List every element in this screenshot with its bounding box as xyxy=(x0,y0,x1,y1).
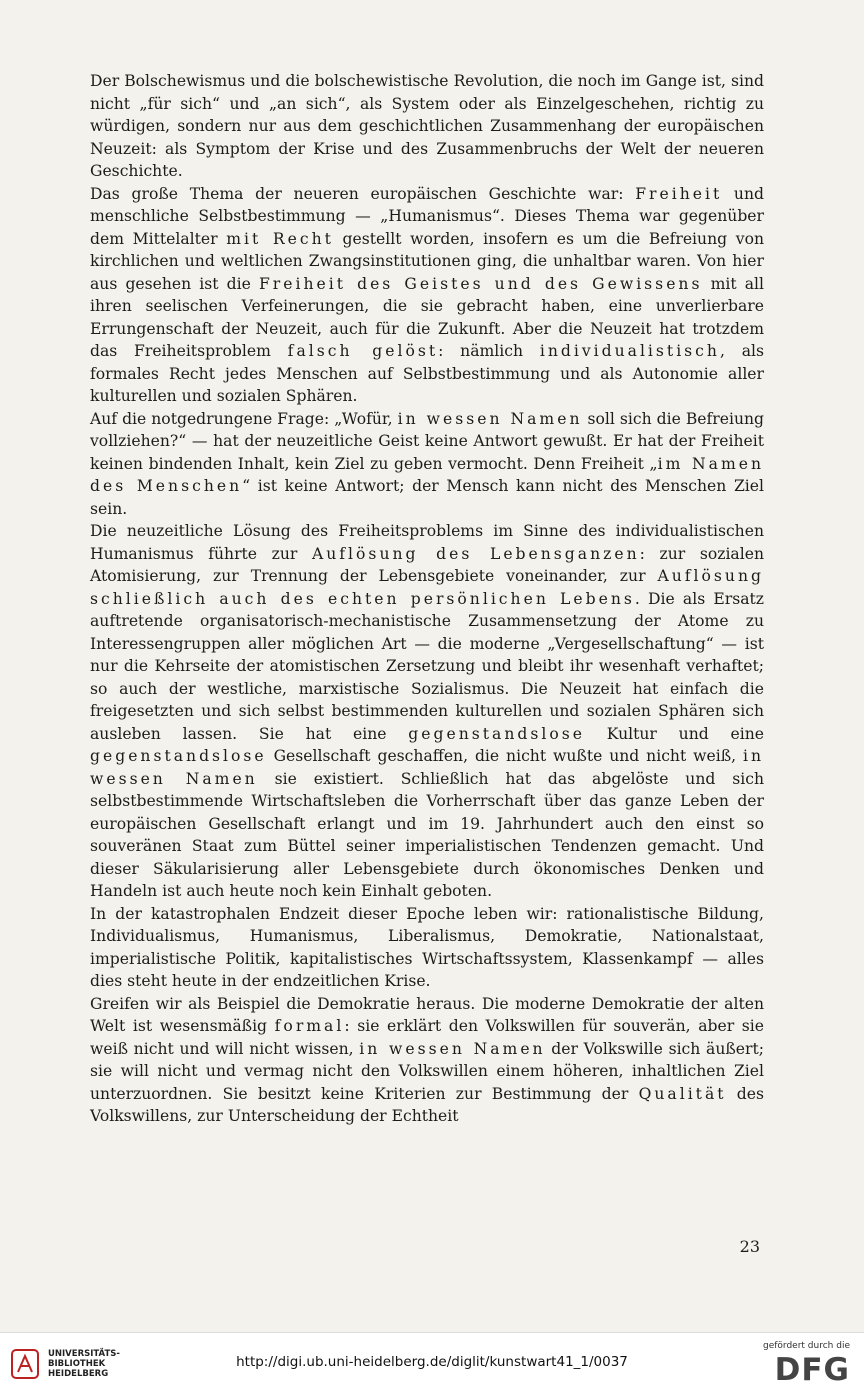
library-line-2: BIBLIOTHEK xyxy=(48,1359,106,1369)
paragraph: Die neuzeitliche Lösung des Freiheitsproblems im Sinne des individualistischen Humanismus führte zur Auflösung des Lebensganzen: zur sozialen Atomisierung, zur Trennung der Lebensgebiete voneinander, zur Auflösung schließlich auch des echten persönlichen Lebens. Die als Ersatz auftretende organisatorisch-mechanistische Zusammensetzung der Atome zu Interessengruppen aller möglichen Art — die moderne „Vergesellschaftung“ — ist nur die Kehrseite der atomistischen Zersetzung und bleibt ihr wesenhaft verhaftet; so auch der westliche, marxistische Sozialismus. Die Neuzeit hat einfach die freigesetzten und sich selbst bestimmenden kulturellen und sozialen Sphären sich ausleben lassen. Sie hat eine gegenstandslose Kultur und eine gegenstandslose Gesellschaft geschaffen, die nicht wußte und nicht weiß, in wessen Namen sie existiert. Schließlich hat das abgelöste und sich selbstbestimmende Wirtschaftsleben die Vorherrschaft über das ganze Leben der europäischen Gesellschaft erlangt und im 19. Jahrhundert auch den einst so souveränen Staat zum Büttel seiner imperialistischen Tendenzen gemacht. Und dieser Säkularisierung aller Lebensgebiete durch ökonomisches Denken und Handeln ist auch heute noch kein Einhalt geboten. xyxy=(90,522,765,900)
emphasized-text: in wessen Namen xyxy=(397,409,583,428)
emphasized-text: Freiheit xyxy=(635,184,723,203)
emphasized-text: formal xyxy=(274,1017,345,1035)
library-line-1: UNIVERSITÄTS- xyxy=(48,1349,120,1359)
paragraph: Das große Thema der neueren europäischen Geschichte war: Freiheit und menschliche Selbstbestimmung — „Humanismus“. Dieses Thema war gegenüber dem Mittelalter mit Recht gestellt worden, insofern es um die Befreiung von kirchlichen und weltlichen Zwangsinstitutionen ging, die unhaltbar waren. Von hier aus gesehen ist die Freiheit des Geistes und des Gewissens mit all ihren seelischen Verfeinerungen, die sie gebracht haben, eine unverlierbare Errungenschaft der Neuzeit, auch für die Zukunft. Aber die Neuzeit hat trotzdem das Freiheitsproblem falsch gelöst: nämlich individualistisch, als formales Recht jedes Menschen auf Selbstbestimmung und als Autonomie aller kulturellen und sozialen Sphären. xyxy=(90,184,765,405)
emphasized-text: Freiheit des Geistes und des Gewissens xyxy=(258,274,703,293)
viewer-footer xyxy=(0,1332,864,1394)
emphasized-text: in wessen Namen xyxy=(359,1039,546,1058)
permalink-url[interactable]: http://digi.ub.uni-heidelberg.de/diglit/kunstwart41_1/0037 xyxy=(236,1354,628,1370)
emphasized-text: individualistisch xyxy=(539,342,720,360)
page-number: 23 xyxy=(739,1237,760,1256)
emphasized-text: im Namen des Menschen xyxy=(90,454,764,495)
emphasized-text: Auflösung schließlich auch des echten persönlichen Lebens xyxy=(90,567,764,608)
funding-note: gefördert durch die xyxy=(763,1341,850,1351)
paragraph: Auf die notgedrungene Frage: „Wofür, in wessen Namen soll sich die Befreiung vollziehen?“ — hat der neuzeitliche Geist keine Antwort gewußt. Er hat der Freiheit keinen bindenden Inhalt, kein Ziel zu geben vermocht. Denn Freiheit „im Namen des Menschen“ ist keine Antwort; der Mensch kann nicht des Menschen Ziel sein. xyxy=(90,409,765,518)
emphasized-text: in wessen Namen xyxy=(90,747,764,788)
emphasized-text: Auflösung des Lebensganzen xyxy=(311,544,640,563)
article-body xyxy=(90,70,764,1128)
funder-logo: DFG xyxy=(774,1352,850,1388)
emphasized-text: gegenstandslose xyxy=(408,724,585,743)
emphasized-text: falsch gelöst xyxy=(287,342,439,360)
emphasized-text: Qualität xyxy=(638,1084,727,1103)
paragraph: Greifen wir als Beispiel die Demokratie heraus. Die moderne Demokratie der alten Welt ist wesensmäßig formal: sie erklärt den Volkswillen für souverän, aber sie weiß nicht und will nicht wissen, in wessen Namen der Volkswille sich äußert; sie will nicht und vermag nicht den Volkswillen einem höheren, inhaltlichen Ziel unterzuordnen. Sie besitzt keine Kriterien zur Bestimmung der Qualität des Volkswillens, zur Unterscheidung der Echtheit xyxy=(90,994,764,1125)
paragraph: Der Bolschewismus und die bolschewistische Revolution, die noch im Gange ist, sind nicht „für sich“ und „an sich“, als System oder als Einzelgeschehen, richtig zu würdigen, sondern nur aus dem geschichtlichen Zusammenhang der europäischen Neuzeit: als Symptom der Krise und des Zusammenbruchs der Welt der neueren Geschichte. xyxy=(90,72,764,180)
emphasized-text: mit Recht xyxy=(226,229,334,248)
library-line-3: HEIDELBERG xyxy=(48,1369,109,1379)
emphasized-text: gegenstandslose xyxy=(90,747,267,765)
paragraph: In der katastrophalen Endzeit dieser Epoche leben wir: rationalistische Bildung, Individualismus, Humanismus, Liberalismus, Demokratie, Nationalstaat, imperialistische Politik, kapitalistisches Wirtschaftssystem, Klassenkampf — alles dies steht heute in der endzeitlichen Krise. xyxy=(90,904,764,990)
